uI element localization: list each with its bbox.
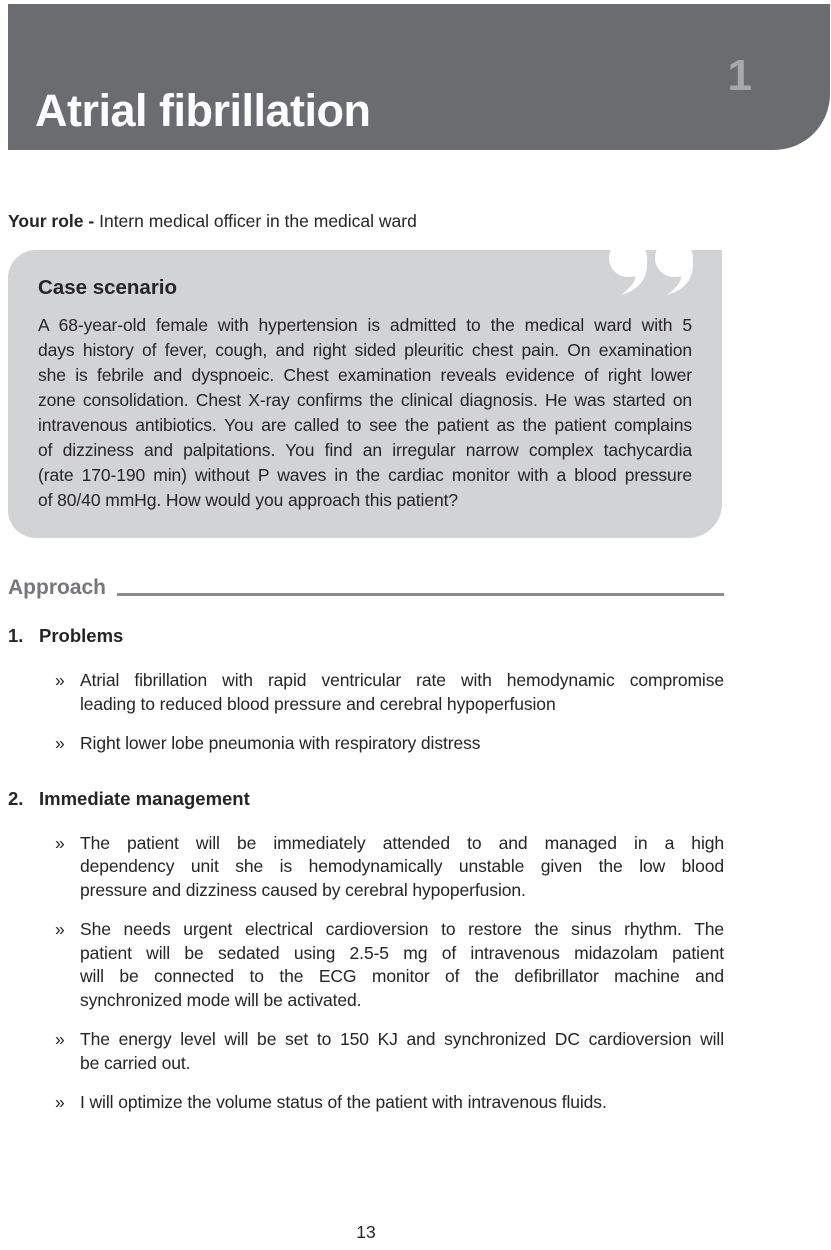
section-number: 2. [8, 787, 24, 809]
closing-double-quote-icon [608, 237, 694, 295]
case-scenario-line: of dizziness and palpitations. You find an irregular narrow complex tachycardia [38, 440, 692, 460]
section-title-row [8, 788, 724, 810]
case-scenario-heading: Case scenario [38, 276, 178, 299]
bullet-line: I will optimize the volume status of the patient with intravenous fluids. [80, 1092, 607, 1112]
approach-section [8, 788, 724, 1115]
case-scenario-line: (rate 170-190 min) without P waves in the cardiac monitor with a blood pressure [38, 465, 692, 485]
case-scenario-line: days history of fever, cough, and right sided pleuritic chest pain. On examination [38, 340, 692, 360]
bullet-item [8, 669, 724, 716]
bullet-item [8, 918, 724, 1012]
bullet-line: The energy level will be set to 150 KJ and synchronized DC cardioversion will [80, 1029, 724, 1049]
chapter-number: 1 [727, 51, 752, 100]
role-text: Intern medical officer in the medical ward [99, 210, 417, 231]
bullet-line: will be connected to the ECG monitor of the defibrillator machine and [80, 966, 724, 986]
case-scenario-line: A 68-year-old female with hypertension is admitted to the medical ward with 5 [38, 315, 692, 335]
bullet-chevron-icon: » [55, 733, 65, 753]
case-scenario-line: intravenous antibiotics. You are called to see the patient as the patient complains [38, 415, 692, 435]
bullet-item [8, 732, 724, 756]
role-line [8, 211, 417, 232]
bullet-text [80, 732, 724, 756]
bullet-text [80, 1028, 724, 1075]
bullet-chevron-icon: » [55, 1092, 65, 1112]
chapter-banner [8, 4, 830, 150]
bullet-item [8, 1091, 724, 1115]
section-title-row [8, 625, 724, 647]
approach-header [8, 576, 724, 600]
bullet-line: dependency unit she is hemodynamically unstable given the low blood [80, 856, 724, 876]
section-title: Problems [39, 625, 124, 646]
approach-sections [8, 625, 724, 1115]
bullet-line: She needs urgent electrical cardioversion to restore the sinus rhythm. The [80, 919, 724, 939]
bullet-item [8, 1028, 724, 1075]
approach-heading-rule [117, 593, 724, 596]
bullet-chevron-icon: » [55, 832, 65, 853]
bullet-item [8, 832, 724, 903]
bullet-line: The patient will be immediately attended to and managed in a high [80, 832, 724, 853]
case-scenario-box [8, 250, 722, 538]
bullet-chevron-icon: » [55, 670, 65, 690]
bullet-line: synchronized mode will be activated. [80, 989, 362, 1010]
bullet-text [80, 669, 724, 716]
section-bullets [8, 669, 724, 756]
role-label: Your role - [8, 210, 95, 231]
approach-section [8, 625, 724, 756]
section-number: 1. [8, 625, 24, 646]
section-title: Immediate management [39, 787, 250, 809]
page-title: Atrial fibrillation [35, 85, 371, 136]
bullet-line: Right lower lobe pneumonia with respiratory distress [80, 733, 481, 753]
bullet-line: Atrial fibrillation with rapid ventricular rate with hemodynamic compromise [80, 670, 724, 690]
section-bullets [8, 832, 724, 1115]
bullet-text [80, 1091, 724, 1115]
bullet-line: patient will be sedated using 2.5-5 mg of intravenous midazolam patient [80, 942, 724, 963]
page-number: 13 [356, 1222, 376, 1242]
bullet-text [80, 918, 724, 1012]
case-scenario-text [38, 313, 692, 513]
bullet-line: pressure and dizziness caused by cerebral hypoperfusion. [80, 879, 526, 900]
bullet-chevron-icon: » [55, 919, 65, 939]
bullet-chevron-icon: » [55, 1029, 65, 1049]
case-scenario-line: of 80/40 mmHg. How would you approach this patient? [38, 490, 459, 510]
case-scenario-line: she is febrile and dyspnoeic. Chest examination reveals evidence of right lower [38, 365, 692, 385]
bullet-line: be carried out. [80, 1052, 191, 1073]
case-scenario-line: zone consolidation. Chest X-ray confirms the clinical diagnosis. He was started on [38, 390, 692, 410]
bullet-text [80, 832, 724, 903]
bullet-line: leading to reduced blood pressure and cerebral hypoperfusion [80, 693, 556, 714]
approach-heading: Approach [8, 576, 107, 599]
approach-section-container [8, 576, 724, 1115]
